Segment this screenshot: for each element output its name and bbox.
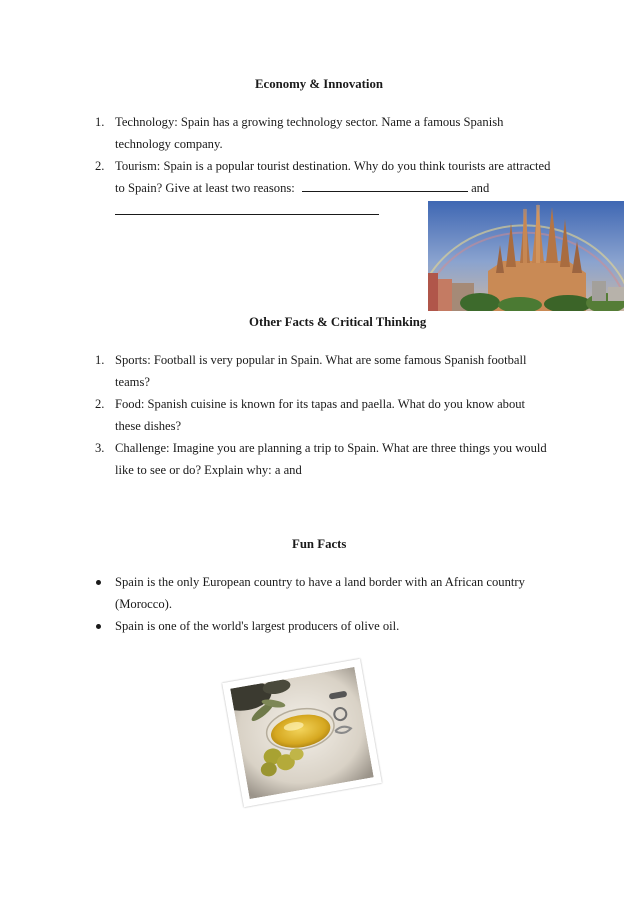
item-tourism-line1: Tourism: Spain is a popular tourist destination. Why do you think tourists are attracted bbox=[115, 159, 551, 173]
item-tourism-and: and bbox=[471, 181, 490, 195]
answer-blank-2[interactable] bbox=[115, 203, 379, 215]
olive-oil-photo bbox=[222, 659, 382, 807]
item-number: 3. bbox=[95, 441, 105, 455]
item-food-line1: Food: Spanish cuisine is known for its tapas and paella. What do you know about bbox=[115, 397, 526, 411]
fun-fact-2-line1: Spain is one of the world's largest producers of olive oil. bbox=[115, 619, 400, 633]
item-sports-line1: Sports: Football is very popular in Spain. What are some famous Spanish football bbox=[115, 353, 527, 367]
bullet-icon bbox=[96, 624, 101, 629]
item-challenge-line2: like to see or do? Explain why: a and bbox=[115, 463, 302, 477]
item-number: 2. bbox=[95, 397, 105, 411]
heading-economy: Economy & Innovation bbox=[255, 77, 383, 91]
item-number: 2. bbox=[95, 159, 105, 173]
item-number: 1. bbox=[95, 353, 105, 367]
bullet-icon bbox=[96, 580, 101, 585]
item-technology-line2: technology company. bbox=[115, 137, 223, 151]
fun-fact-1-line2: (Morocco). bbox=[115, 597, 172, 611]
item-technology-line1: Technology: Spain has a growing technology sector. Name a famous Spanish bbox=[115, 115, 504, 129]
item-number: 1. bbox=[95, 115, 105, 129]
fun-fact-1-line1: Spain is the only European country to have a land border with an African country bbox=[115, 575, 525, 589]
heading-other-facts: Other Facts & Critical Thinking bbox=[249, 315, 427, 329]
sagrada-familia-photo bbox=[428, 201, 624, 311]
item-tourism-line2 bbox=[115, 180, 489, 196]
item-sports-line2: teams? bbox=[115, 375, 150, 389]
item-food-line2: these dishes? bbox=[115, 419, 182, 433]
heading-fun-facts: Fun Facts bbox=[292, 537, 347, 551]
item-tourism-line2-text: to Spain? Give at least two reasons: bbox=[115, 181, 295, 195]
answer-blank-1[interactable] bbox=[302, 180, 468, 192]
item-challenge-line1: Challenge: Imagine you are planning a trip to Spain. What are three things you would bbox=[115, 441, 547, 455]
